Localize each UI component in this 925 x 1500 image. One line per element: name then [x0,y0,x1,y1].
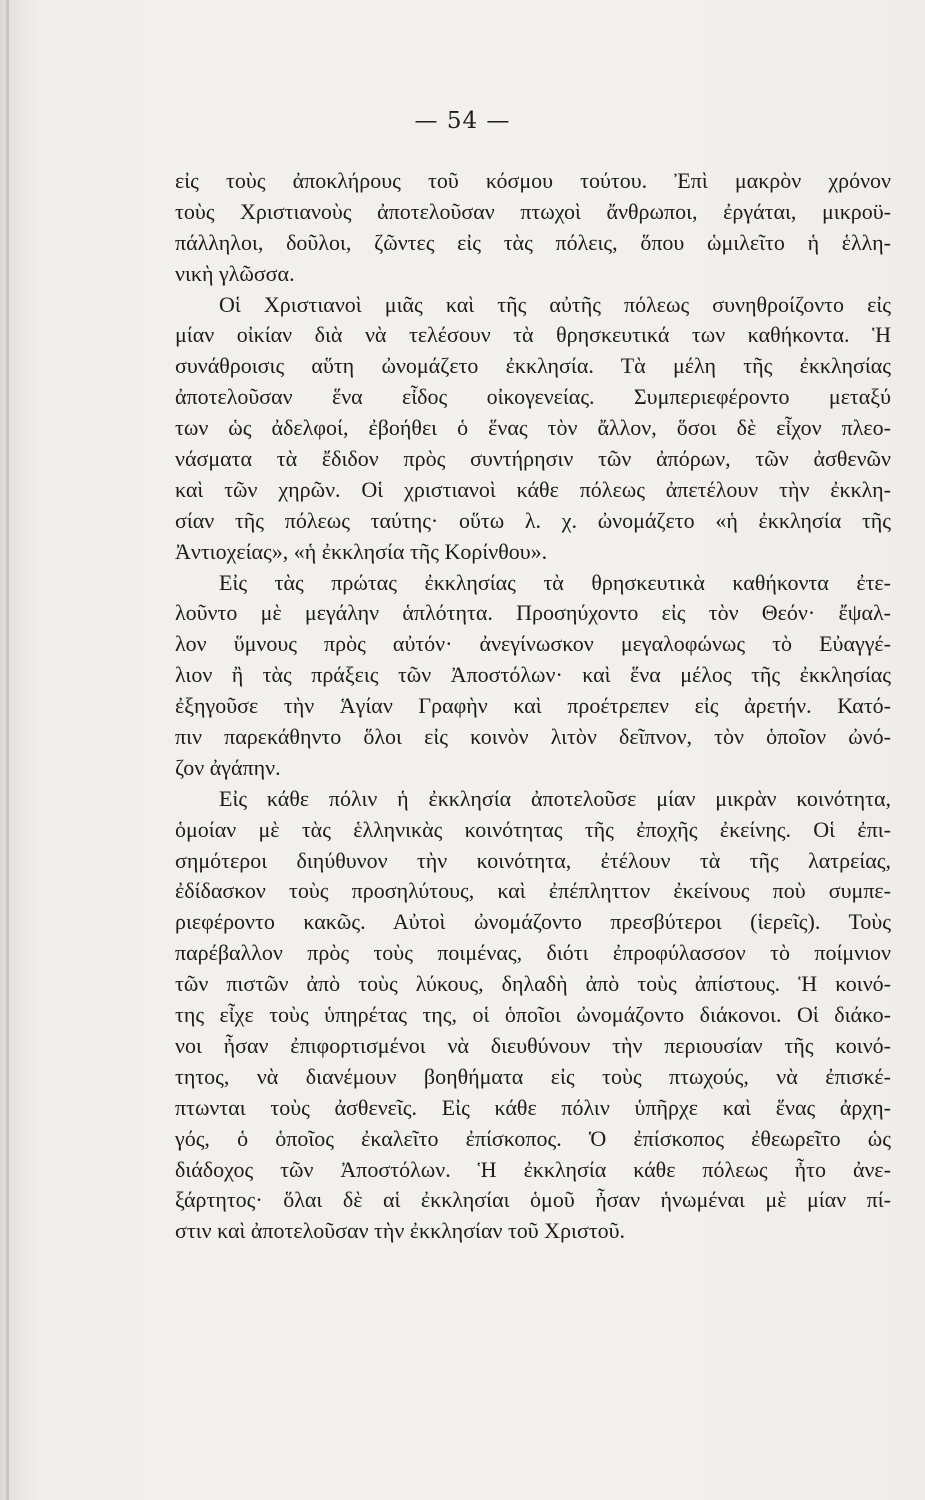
text-line: της εἶχε τοὺς ὑπηρέτας της, οἱ ὁποῖοι ὠνομάζοντο διάκονοι. Οἱ διάκο- [175,1002,891,1028]
text-line: νικὴ γλῶσσα. [175,260,295,286]
text-line: λοῦντο μὲ μεγάλην ἁπλότητα. Προσηύχοντο εἰς τὸν Θεόν· ἔψαλ- [175,600,891,626]
text-line: ξάρτητος· ὅλαι δὲ αἱ ἐκκλησίαι ὁμοῦ ἦσαν ἡνωμέναι μὲ μίαν πί- [175,1187,891,1213]
text-line: πτωνται τοὺς ἀσθενεῖς. Εἰς κάθε πόλιν ὑπῆρχε καὶ ἕνας ἀρχη- [175,1094,891,1120]
text-line: Οἱ Χριστιανοὶ μιᾶς καὶ τῆς αὐτῆς πόλεως συνηθροίζοντο εἰς [219,291,891,317]
text-line: εἰς τοὺς ἀποκλήρους τοῦ κόσμου τούτου. Ἐπὶ μακρὸν χρόνον [175,168,891,193]
text-line: γός, ὁ ὁποῖος ἐκαλεῖτο ἐπίσκοπος. Ὁ ἐπίσκοπος ἐθεωρεῖτο ὡς [175,1125,891,1151]
text-line: ἀποτελοῦσαν ἕνα εἶδος οἰκογενείας. Συμπεριεφέροντο μεταξύ [175,384,891,410]
text-line: παρέβαλλον πρὸς τοὺς ποιμένας, διότι ἐπροφύλασσον τὸ ποίμνιον [175,940,891,966]
page-number: — 54 — [414,108,511,134]
text-line: σίαν τῆς πόλεως ταύτης· οὕτω λ. χ. ὠνομάζετο «ἡ ἐκκλησία τῆς [175,507,891,533]
text-line: πιν παρεκάθηντο ὅλοι εἰς κοινὸν λιτὸν δεῖπνον, τὸν ὁποῖον ὠνό- [175,724,891,750]
text-line: Ἀντιοχείας», «ἡ ἐκκλησία τῆς Κορίνθου». [175,538,548,564]
text-line: πάλληλοι, δοῦλοι, ζῶντες εἰς τὰς πόλεις, ὅπου ὡμιλεῖτο ἡ ἑλλη- [175,229,891,255]
text-line: Εἰς κάθε πόλιν ἡ ἐκκλησία ἀποτελοῦσε μίαν μικρὰν κοινότητα, [219,785,891,811]
text-line: λιον ἢ τὰς πράξεις τῶν Ἀποστόλων· καὶ ἕνα μέλος τῆς ἐκκλησίας [175,662,891,688]
text-line: στιν καὶ ἀποτελοῦσαν τὴν ἐκκλησίαν τοῦ Χριστοῦ. [175,1218,626,1244]
text-line: ὁμοίαν μὲ τὰς ἑλληνικὰς κοινότητας τῆς ἐποχῆς ἐκείνης. Οἱ ἐπι- [175,816,891,842]
text-line: σημότεροι διηύθυνον τὴν κοινότητα, ἐτέλουν τὰ τῆς λατρείας, [175,847,891,873]
body-text [175,166,891,1247]
text-line: καὶ τῶν χηρῶν. Οἱ χριστιανοὶ κάθε πόλεως ἀπετέλουν τὴν ἐκκλη- [175,476,891,502]
text-line: λον ὕμνους πρὸς αὐτόν· ἀνεγίνωσκον μεγαλοφώνως τὸ Εὐαγγέ- [175,631,891,657]
text-line: νάσματα τὰ ἔδιδον πρὸς συντήρησιν τῶν ἀπόρων, τῶν ἀσθενῶν [175,446,891,472]
text-line: συνάθροισις αὕτη ὠνομάζετο ἐκκλησία. Τὰ μέλη τῆς ἐκκλησίας [175,353,891,379]
text-line: Εἰς τὰς πρώτας ἐκκλησίας τὰ θρησκευτικὰ καθήκοντα ἐτε- [219,569,891,595]
text-line: ἐδίδασκον τοὺς προσηλύτους, καὶ ἐπέπληττον ἐκείνους ποὺ συμπε- [175,878,891,904]
text-line: ζον ἀγάπην. [175,754,281,780]
text-line: των ὡς ἀδελφοί, ἐβοήθει ὁ ἕνας τὸν ἄλλον, ὅσοι δὲ εἶχον πλεο- [175,415,891,441]
text-line: ριεφέροντο κακῶς. Αὐτοὶ ὠνομάζοντο πρεσβύτεροι (ἱερεῖς). Τοὺς [175,909,891,935]
text-line: διάδοχος τῶν Ἀποστόλων. Ἡ ἐκκλησία κάθε πόλεως ἦτο ἀνε- [175,1156,891,1182]
text-line: τῶν πιστῶν ἀπὸ τοὺς λύκους, δηλαδὴ ἀπὸ τοὺς ἀπίστους. Ἡ κοινό- [175,971,891,997]
text-line: τοὺς Χριστιανοὺς ἀποτελοῦσαν πτωχοὶ ἄνθρωποι, ἐργάται, μικροϋ- [175,198,891,224]
page-edge-shadow [6,0,9,1500]
text-line: νοι ἦσαν ἐπιφορτισμένοι νὰ διευθύνουν τὴν περιουσίαν τῆς κοινό- [175,1032,891,1058]
text-line: ἐξηγοῦσε τὴν Ἁγίαν Γραφὴν καὶ προέτρεπεν εἰς ἀρετήν. Κατό- [175,693,891,719]
text-line: μίαν οἰκίαν διὰ νὰ τελέσουν τὰ θρησκευτικά των καθήκοντα. Ἡ [175,322,891,348]
text-line: τητος, νὰ διανέμουν βοηθήματα εἰς τοὺς πτωχούς, νὰ ἐπισκέ- [175,1063,891,1089]
